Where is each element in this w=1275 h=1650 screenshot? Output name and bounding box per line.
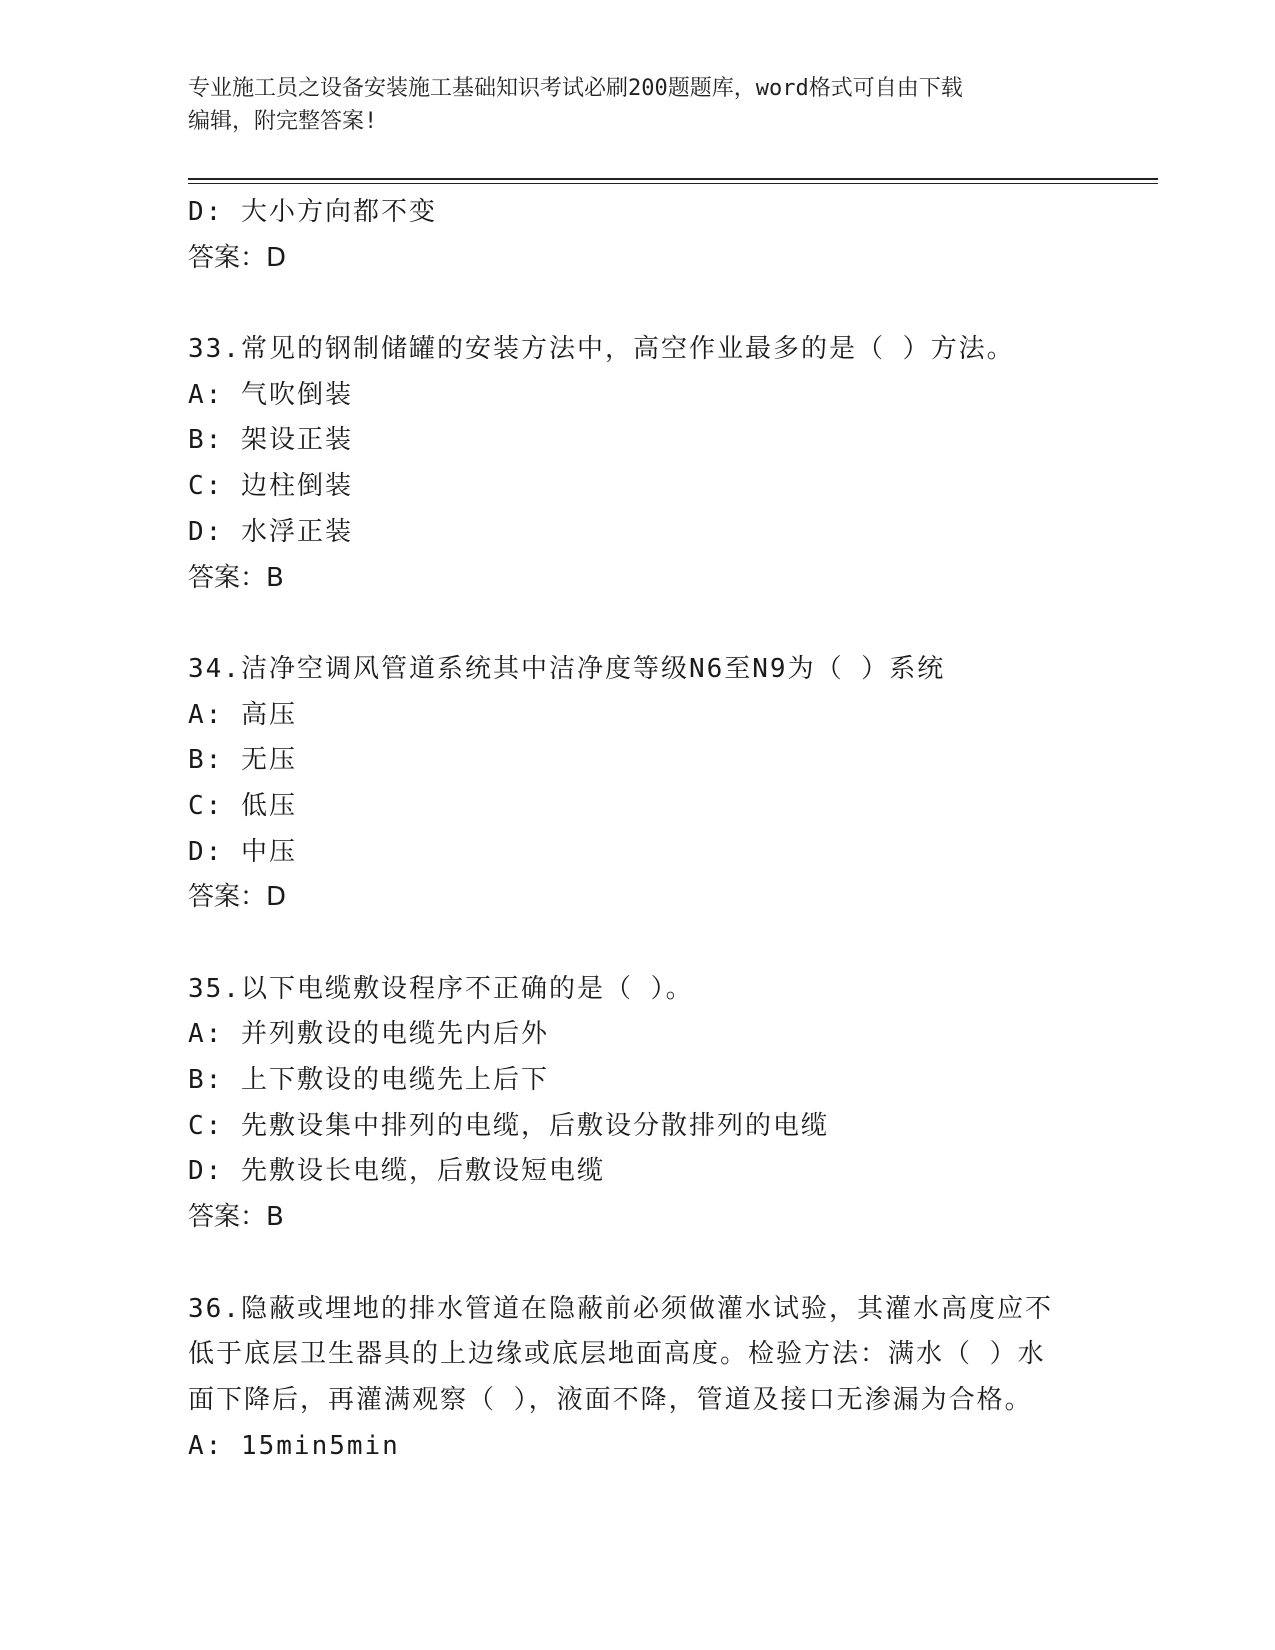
option-a: A: 高压: [188, 699, 297, 730]
header-divider-thin: [188, 183, 1158, 184]
question-stem: 34.洁净空调风管道系统其中洁净度等级N6至N9为（ ）系统: [188, 653, 946, 684]
option-b: B: 架设正装: [188, 425, 353, 456]
header-divider-thick: [188, 178, 1158, 180]
option-d: D: 大小方向都不变: [188, 197, 437, 227]
option-a: A: 并列敷设的电缆先内后外: [188, 1019, 549, 1050]
option-c: C: 边柱倒装: [188, 471, 353, 502]
question-list: [188, 190, 1088, 1469]
question-stem-line-1: 36.隐蔽或埋地的排水管道在隐蔽前必须做灌水试验，其灌水高度应不: [188, 1293, 1053, 1324]
option-d: D: 中压: [188, 836, 297, 867]
spacer: [188, 921, 1088, 967]
question-36: [188, 1287, 1088, 1470]
option-a: A: 气吹倒装: [188, 379, 353, 410]
answer: 答案：B: [188, 562, 284, 593]
question-stem: 35.以下电缆敷设程序不正确的是（ ）。: [188, 973, 694, 1004]
question-stem-line-3: 面下降后，再灌满观察（ ），液面不降，管道及接口无渗漏为合格。: [188, 1384, 1033, 1415]
answer: 答案：D: [188, 882, 287, 913]
spacer: [188, 601, 1088, 647]
question-stem: 33.常见的钢制储罐的安装方法中，高空作业最多的是（ ）方法。: [188, 334, 1015, 365]
option-c: C: 低压: [188, 790, 297, 821]
option-b: B: 无压: [188, 745, 297, 776]
option-d: D: 水浮正装: [188, 516, 353, 547]
spacer: [188, 281, 1088, 327]
document-header: [188, 72, 1088, 138]
option-b: B: 上下敷设的电缆先上后下: [188, 1065, 549, 1096]
spacer: [188, 1241, 1088, 1287]
question-stem-line-2: 低于底层卫生器具的上边缘或底层地面高度。检验方法：满水（ ）水: [188, 1339, 1046, 1370]
question-33: [188, 327, 1088, 601]
option-c: C: 先敷设集中排列的电缆，后敷设分散排列的电缆: [188, 1110, 829, 1141]
answer: 答案：B: [188, 1202, 284, 1233]
question-35: [188, 967, 1088, 1241]
option-d: D: 先敷设长电缆，后敷设短电缆: [188, 1156, 605, 1187]
header-line-2: 编辑，附完整答案!: [188, 109, 378, 134]
answer: 答案：D: [188, 242, 287, 273]
option-a: A: 15min5min: [188, 1430, 400, 1461]
header-line-1: 专业施工员之设备安装施工基础知识考试必刷200题题库，word格式可自由下载: [188, 76, 963, 101]
question-34: [188, 647, 1088, 921]
